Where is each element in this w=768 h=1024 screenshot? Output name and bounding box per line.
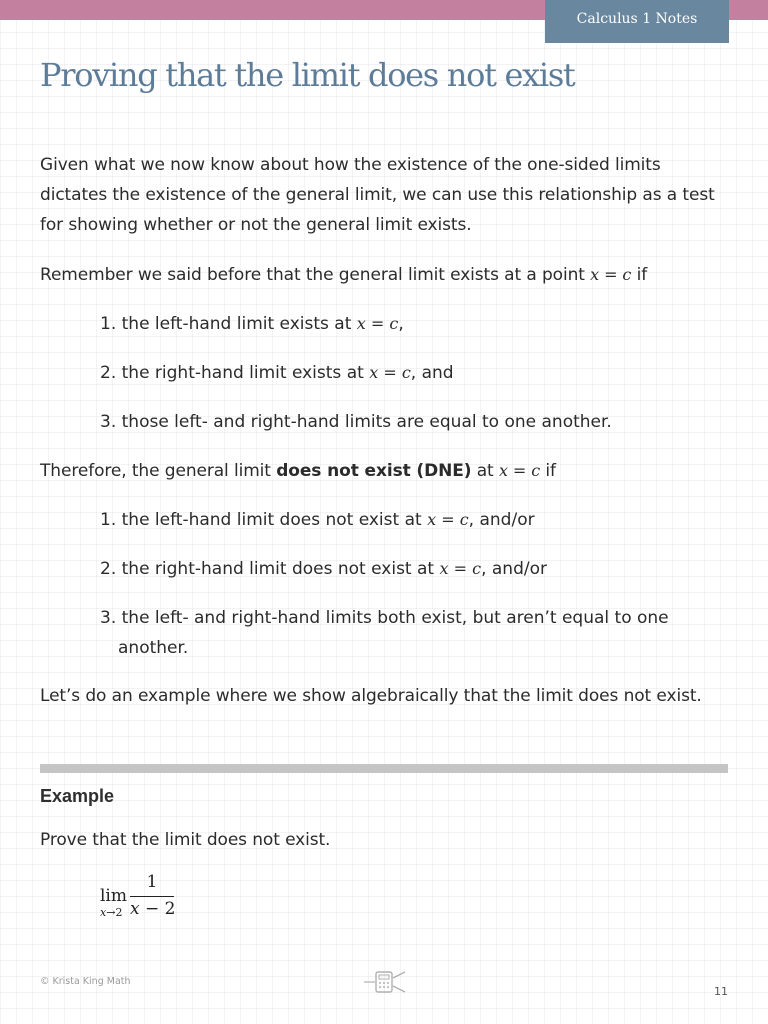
- exists-item-3: 3. those left- and right-hand limits are equal to one another.: [100, 412, 612, 432]
- dne-item-1: 1. the left-hand limit does not exist at x = c, and/or: [100, 510, 535, 530]
- lim-operator: lim: [100, 886, 127, 906]
- page-title: Proving that the limit does not exist: [40, 56, 575, 94]
- page-number: 11: [714, 985, 728, 998]
- lim-subscript: x→2: [100, 906, 123, 919]
- dne-item-3: 3. the left- and right-hand limits both exist, but aren’t equal to one another.: [100, 608, 669, 658]
- dne-item-2: 2. the right-hand limit does not exist at x = c, and/or: [100, 559, 547, 579]
- exists-item-2: 2. the right-hand limit exists at x = c, and: [100, 363, 454, 383]
- limit-fraction: [130, 870, 174, 921]
- remember-text: Remember we said before that the general limit exists at a point: [40, 265, 585, 285]
- math-x-equals-c: x = c: [590, 265, 632, 284]
- fraction-denominator: x − 2: [130, 899, 176, 919]
- notes-tab: Calculus 1 Notes: [545, 0, 729, 43]
- example-prompt: Prove that the limit does not exist.: [40, 830, 331, 850]
- intro-paragraph: Given what we now know about how the existence of the one-sided limits dictates the existence of the general limit, we can use this relationship as a test for showing whether or not the general limit exists.: [40, 155, 715, 235]
- calculator-pencil-icon: [362, 968, 408, 996]
- remember-paragraph: Remember we said before that the general limit exists at a point x = c if: [40, 265, 648, 285]
- copyright-text: © Krista King Math: [40, 976, 131, 987]
- therefore-paragraph: Therefore, the general limit does not exist (DNE) at x = c if: [40, 461, 556, 481]
- example-heading: Example: [40, 786, 115, 806]
- section-divider: [40, 764, 728, 773]
- example-lead-paragraph: Let’s do an example where we show algebraically that the limit does not exist.: [40, 686, 702, 706]
- fraction-numerator: 1: [146, 872, 158, 892]
- exists-item-1: 1. the left-hand limit exists at x = c,: [100, 314, 404, 334]
- dne-emphasis: does not exist (DNE): [276, 461, 472, 481]
